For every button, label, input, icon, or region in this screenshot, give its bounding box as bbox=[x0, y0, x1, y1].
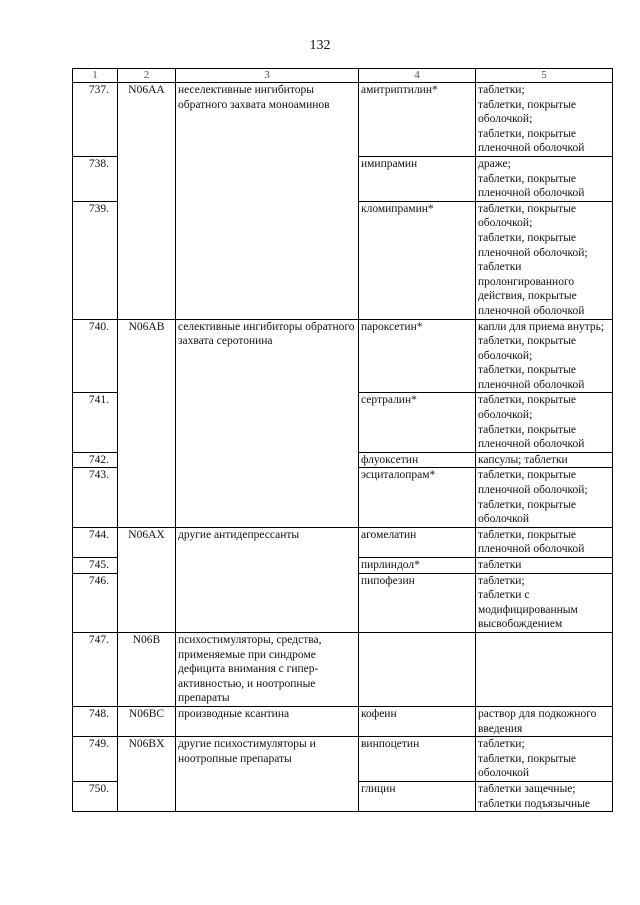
dosage-form-item: таблетки подъязычные bbox=[478, 797, 591, 810]
table-row bbox=[73, 737, 613, 782]
dosage-form-item: таблетки, покрытые пленочной оболочкой bbox=[478, 172, 585, 200]
dosage-form-item: таблетки, покрытые оболочкой bbox=[478, 498, 577, 526]
pharmacological-group: селективные ингибиторы обратного захвата серотонина bbox=[176, 319, 359, 527]
table-row bbox=[73, 706, 613, 736]
drug-name: амитриптилин* bbox=[359, 83, 476, 157]
row-number: 738. bbox=[73, 156, 118, 201]
dosage-forms bbox=[476, 468, 613, 527]
dosage-forms bbox=[476, 527, 613, 557]
dosage-form-item: таблетки, покрытые пленочной оболочкой bbox=[478, 528, 585, 556]
drug-name: пипофезин bbox=[359, 573, 476, 632]
dosage-form-item: таблетки; bbox=[478, 574, 525, 587]
pharmacological-group: психостимуляторы, средства, применяемые при синдроме дефицита внимания с гипер-активностью, и ноотропные препараты bbox=[176, 632, 359, 706]
column-header-4: 4 bbox=[359, 69, 476, 83]
pharmacological-group: другие антидепрессанты bbox=[176, 527, 359, 632]
table-row bbox=[73, 527, 613, 557]
atc-code: N06AA bbox=[118, 83, 176, 320]
drug-name: винпоцетин bbox=[359, 737, 476, 782]
dosage-forms bbox=[476, 201, 613, 319]
table-row bbox=[73, 83, 613, 157]
row-number: 742. bbox=[73, 452, 118, 468]
table-row bbox=[73, 632, 613, 706]
dosage-form-item: таблетки пролонгированного действия, покрытые пленочной оболочкой bbox=[478, 261, 585, 317]
drug-name: пирлиндол* bbox=[359, 558, 476, 574]
row-number: 737. bbox=[73, 83, 118, 157]
row-number: 741. bbox=[73, 393, 118, 452]
row-number: 745. bbox=[73, 558, 118, 574]
dosage-form-item: таблетки; bbox=[478, 738, 525, 751]
dosage-forms bbox=[476, 781, 613, 811]
row-number: 749. bbox=[73, 737, 118, 782]
dosage-forms bbox=[476, 558, 613, 574]
dosage-form-item: таблетки, покрытые оболочкой bbox=[478, 752, 577, 780]
dosage-form-item: таблетки, покрытые пленочной оболочкой bbox=[478, 364, 585, 391]
row-number: 740. bbox=[73, 319, 118, 393]
dosage-form-item: таблетки; bbox=[478, 84, 525, 96]
dosage-form-item: таблетки, покрытые пленочной оболочкой bbox=[478, 127, 585, 155]
dosage-form-item: таблетки, покрытые пленочной оболочкой; bbox=[478, 469, 588, 497]
dosage-form-item: драже; bbox=[478, 157, 511, 170]
atc-code: N06BX bbox=[118, 737, 176, 812]
dosage-forms bbox=[476, 573, 613, 632]
row-number: 747. bbox=[73, 632, 118, 706]
dosage-form-item: капли для приема внутрь; bbox=[478, 320, 605, 333]
drug-name: имипрамин bbox=[359, 156, 476, 201]
atc-code: N06B bbox=[118, 632, 176, 706]
dosage-forms bbox=[476, 319, 613, 393]
dosage-forms bbox=[476, 632, 613, 706]
dosage-form-item: таблетки bbox=[478, 559, 522, 571]
dosage-forms bbox=[476, 452, 613, 468]
atc-code: N06AX bbox=[118, 527, 176, 632]
atc-code: N06AB bbox=[118, 319, 176, 527]
dosage-form-item: раствор для подкожного введения bbox=[478, 707, 597, 735]
drug-name: кломипрамин* bbox=[359, 201, 476, 319]
pharmacological-group: производные ксантина bbox=[176, 706, 359, 736]
dosage-forms bbox=[476, 737, 613, 782]
row-number: 748. bbox=[73, 706, 118, 736]
pharmacological-group: другие психостимуляторы и ноотропные препараты bbox=[176, 737, 359, 812]
dosage-form-item: таблетки, покрытые оболочкой; bbox=[478, 335, 577, 362]
atc-code: N06BC bbox=[118, 706, 176, 736]
column-header-2: 2 bbox=[118, 69, 176, 83]
drug-name bbox=[359, 632, 476, 706]
dosage-form-item: таблетки, покрытые пленочной оболочкой; bbox=[478, 231, 588, 259]
drug-list-table bbox=[72, 68, 613, 812]
column-header-5: 5 bbox=[476, 69, 613, 83]
drug-name: эсциталопрам* bbox=[359, 468, 476, 527]
dosage-form-item: таблетки, покрытые оболочкой; bbox=[478, 394, 577, 422]
dosage-form-item: капсулы; таблетки bbox=[478, 453, 568, 466]
drug-name: пароксетин* bbox=[359, 319, 476, 393]
table-row bbox=[73, 319, 613, 393]
drug-name: флуоксетин bbox=[359, 452, 476, 468]
drug-name: сертралин* bbox=[359, 393, 476, 452]
dosage-forms bbox=[476, 393, 613, 452]
column-header-3: 3 bbox=[176, 69, 359, 83]
column-header-row bbox=[73, 69, 613, 83]
dosage-forms bbox=[476, 156, 613, 201]
drug-name: агомелатин bbox=[359, 527, 476, 557]
row-number: 743. bbox=[73, 468, 118, 527]
row-number: 739. bbox=[73, 201, 118, 319]
drug-name: кофеин bbox=[359, 706, 476, 736]
page-number: 132 bbox=[309, 38, 331, 53]
pharmacological-group: неселективные ингибиторы обратного захвата моноаминов bbox=[176, 83, 359, 320]
row-number: 746. bbox=[73, 573, 118, 632]
drug-name: глицин bbox=[359, 781, 476, 811]
dosage-form-item: таблетки, покрытые пленочной оболочкой bbox=[478, 423, 585, 451]
row-number: 744. bbox=[73, 527, 118, 557]
dosage-form-item: таблетки, покрытые оболочкой; bbox=[478, 98, 577, 126]
dosage-form-item: таблетки с модифицированным высвобождением bbox=[478, 589, 578, 631]
column-header-1: 1 bbox=[73, 69, 118, 83]
row-number: 750. bbox=[73, 781, 118, 811]
dosage-forms bbox=[476, 83, 613, 157]
dosage-forms bbox=[476, 706, 613, 736]
dosage-form-item: таблетки защечные; bbox=[478, 782, 576, 795]
dosage-form-item: таблетки, покрытые оболочкой; bbox=[478, 202, 577, 230]
